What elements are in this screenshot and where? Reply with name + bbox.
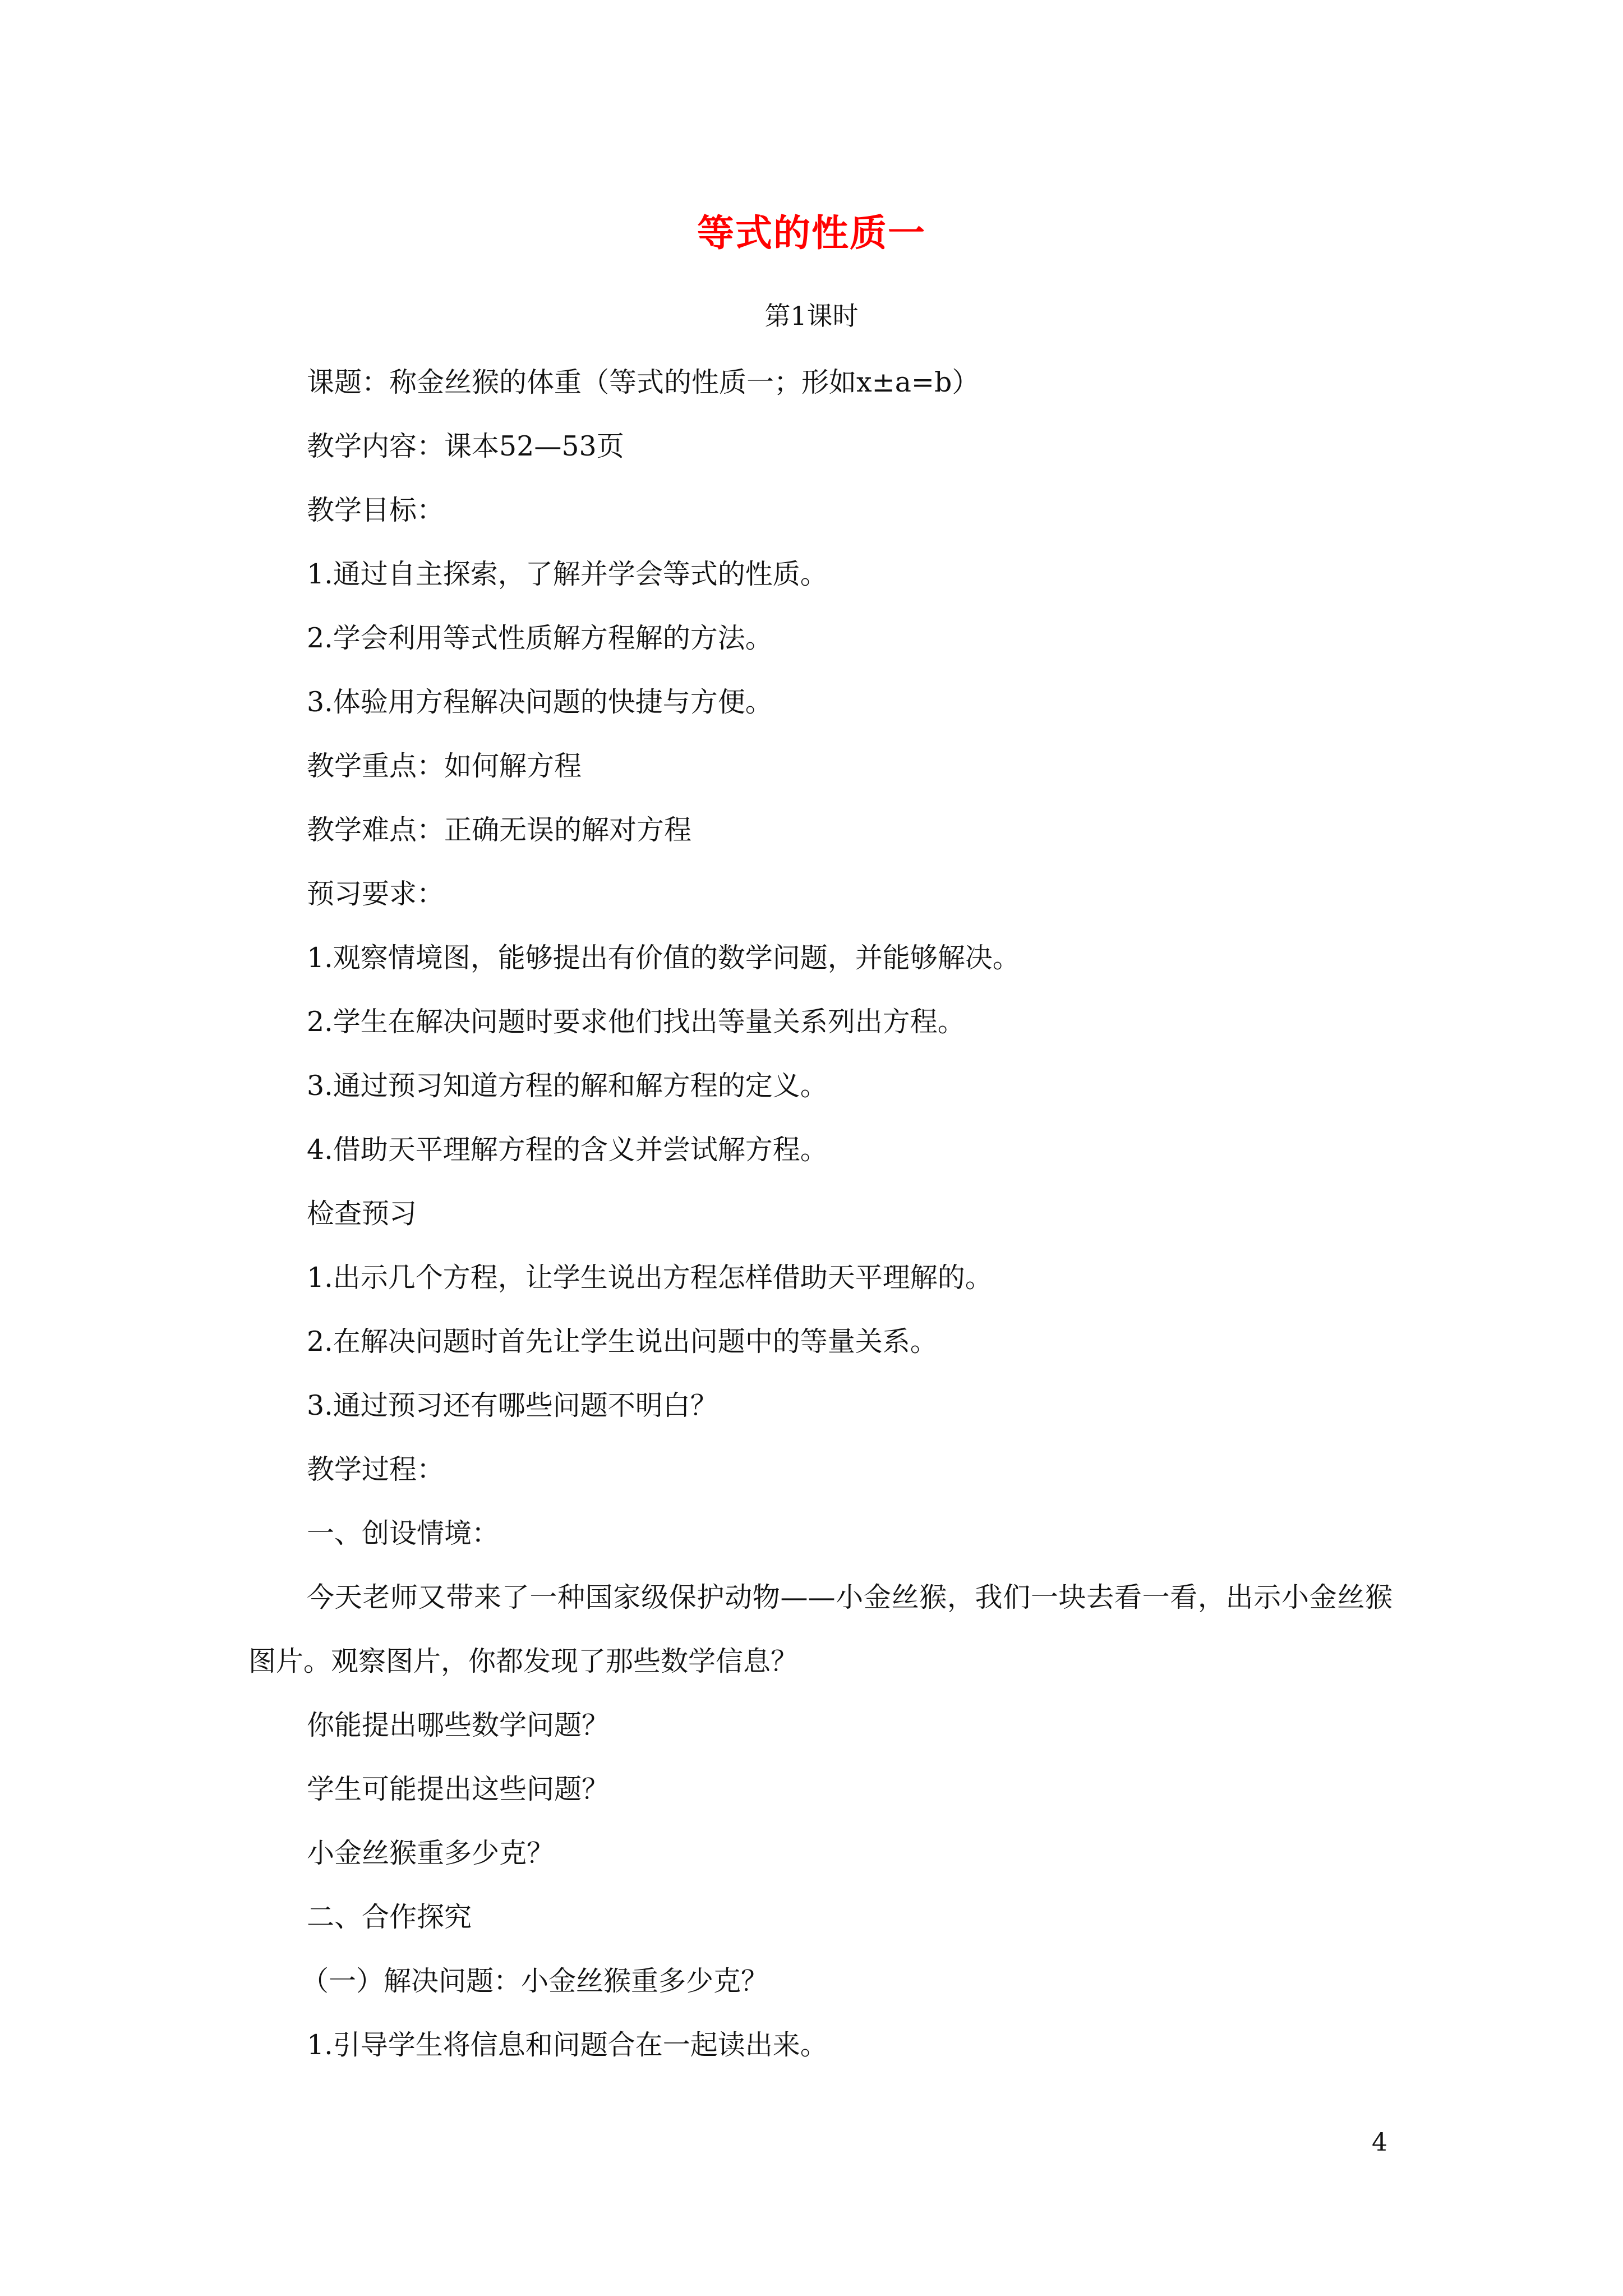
page-number: 4 [1372, 2128, 1387, 2157]
paragraph: 教学难点：正确无误的解对方程 [307, 814, 692, 846]
paragraph: 一、创设情境： [307, 1517, 500, 1549]
document-body [248, 351, 1393, 2077]
paragraph: 教学重点：如何解方程 [307, 750, 582, 782]
paragraph: 今天老师又带来了一种国家级保护动物——小金丝猴，我们一块去看一看，出示小金丝猴图片。观察图片，你都发现了那些数学信息？ [248, 1581, 1393, 1677]
paragraph: 预习要求： [307, 878, 445, 910]
paragraph: 学生可能提出这些问题？ [307, 1773, 610, 1805]
paragraph: 4.借助天平理解方程的含义并尝试解方程。 [307, 1134, 828, 1166]
document-title: 等式的性质一 [697, 211, 926, 255]
paragraph: 1.出示几个方程，让学生说出方程怎样借助天平理解的。 [307, 1262, 993, 1294]
paragraph: 1.通过自主探索，了解并学会等式的性质。 [307, 558, 828, 590]
paragraph: 2.学会利用等式性质解方程解的方法。 [307, 622, 773, 654]
paragraph: 课题：称金丝猴的体重（等式的性质一；形如x±a=b） [307, 366, 980, 398]
paragraph: 教学目标： [307, 494, 445, 526]
paragraph: 教学过程： [307, 1453, 445, 1485]
paragraph: 3.体验用方程解决问题的快捷与方便。 [307, 686, 773, 718]
paragraph: 3.通过预习知道方程的解和解方程的定义。 [307, 1070, 828, 1102]
paragraph: （一）解决问题：小金丝猴重多少克？ [301, 1965, 769, 1997]
paragraph: 教学内容：课本52—53页 [307, 430, 624, 462]
paragraph: 你能提出哪些数学问题？ [307, 1709, 610, 1741]
paragraph: 2.学生在解决问题时要求他们找出等量关系列出方程。 [307, 1006, 965, 1038]
paragraph: 2.在解决问题时首先让学生说出问题中的等量关系。 [307, 1326, 938, 1358]
paragraph: 二、合作探究 [307, 1901, 472, 1933]
paragraph: 小金丝猴重多少克？ [307, 1837, 555, 1869]
paragraph: 检查预习 [307, 1198, 417, 1230]
paragraph: 3.通过预习还有哪些问题不明白？ [307, 1389, 718, 1421]
document-subtitle: 第1课时 [764, 301, 859, 331]
paragraph: 1.观察情境图，能够提出有价值的数学问题，并能够解决。 [307, 942, 1020, 974]
paragraph: 1.引导学生将信息和问题合在一起读出来。 [307, 2029, 828, 2061]
